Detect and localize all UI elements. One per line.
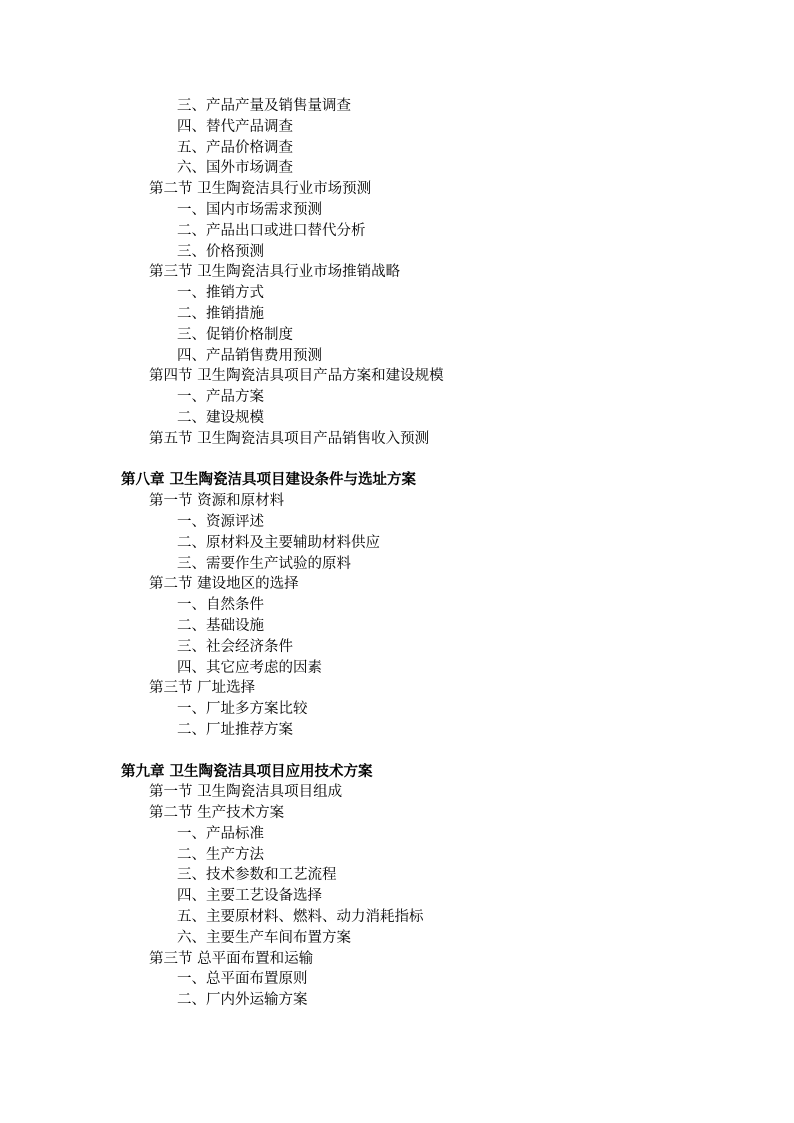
section-heading: 第一节 卫生陶瓷洁具项目组成 xyxy=(149,784,343,801)
subsection-item: 五、主要原材料、燃料、动力消耗指标 xyxy=(177,909,424,926)
subsection-item: 二、厂内外运输方案 xyxy=(177,992,308,1009)
table-of-contents xyxy=(0,96,794,1011)
subsection-item: 四、替代产品调查 xyxy=(177,118,293,135)
subsection-item: 一、国内市场需求预测 xyxy=(177,201,322,218)
subsection-item: 二、产品出口或进口替代分析 xyxy=(177,222,366,239)
subsection-item: 二、推销措施 xyxy=(177,305,264,322)
subsection-item: 一、总平面布置原则 xyxy=(177,971,308,988)
subsection-item: 四、主要工艺设备选择 xyxy=(177,888,322,905)
subsection-item: 二、生产方法 xyxy=(177,846,264,863)
subsection-item: 二、厂址推荐方案 xyxy=(177,721,293,738)
section-spacer xyxy=(0,450,794,471)
subsection-item: 二、建设规模 xyxy=(177,409,264,426)
subsection-item: 四、产品销售费用预测 xyxy=(177,347,322,364)
subsection-item: 一、自然条件 xyxy=(177,597,264,614)
subsection-item: 二、原材料及主要辅助材料供应 xyxy=(177,534,380,551)
section-heading: 第二节 卫生陶瓷洁具行业市场预测 xyxy=(149,181,372,198)
subsection-item: 三、需要作生产试验的原料 xyxy=(177,555,351,572)
subsection-item: 三、社会经济条件 xyxy=(177,638,293,655)
subsection-item: 一、厂址多方案比较 xyxy=(177,701,308,718)
subsection-item: 一、产品标准 xyxy=(177,825,264,842)
subsection-item: 四、其它应考虑的因素 xyxy=(177,659,322,676)
subsection-item: 三、促销价格制度 xyxy=(177,326,293,343)
subsection-item: 六、国外市场调查 xyxy=(177,160,293,177)
subsection-item: 三、价格预测 xyxy=(177,243,264,260)
subsection-item: 一、产品方案 xyxy=(177,389,264,406)
section-heading: 第三节 卫生陶瓷洁具行业市场推销战略 xyxy=(149,264,401,281)
subsection-item: 一、推销方式 xyxy=(177,285,264,302)
section-heading: 第二节 生产技术方案 xyxy=(149,805,285,822)
chapter-heading: 第八章 卫生陶瓷洁具项目建设条件与选址方案 xyxy=(121,471,417,489)
section-heading: 第二节 建设地区的选择 xyxy=(149,576,299,593)
section-heading: 第五节 卫生陶瓷洁具项目产品销售收入预测 xyxy=(149,430,430,447)
subsection-item: 五、产品价格调查 xyxy=(177,139,293,156)
section-spacer xyxy=(0,741,794,762)
section-heading: 第三节 总平面布置和运输 xyxy=(149,950,314,967)
section-heading: 第四节 卫生陶瓷洁具项目产品方案和建设规模 xyxy=(149,368,444,385)
section-heading: 第一节 资源和原材料 xyxy=(149,493,285,510)
subsection-item: 三、技术参数和工艺流程 xyxy=(177,867,337,884)
subsection-item: 三、产品产量及销售量调查 xyxy=(177,98,351,114)
subsection-item: 二、基础设施 xyxy=(177,617,264,634)
subsection-item: 一、资源评述 xyxy=(177,513,264,530)
section-heading: 第三节 厂址选择 xyxy=(149,680,256,697)
chapter-heading: 第九章 卫生陶瓷洁具项目应用技术方案 xyxy=(121,762,373,780)
subsection-item: 六、主要生产车间布置方案 xyxy=(177,929,351,946)
